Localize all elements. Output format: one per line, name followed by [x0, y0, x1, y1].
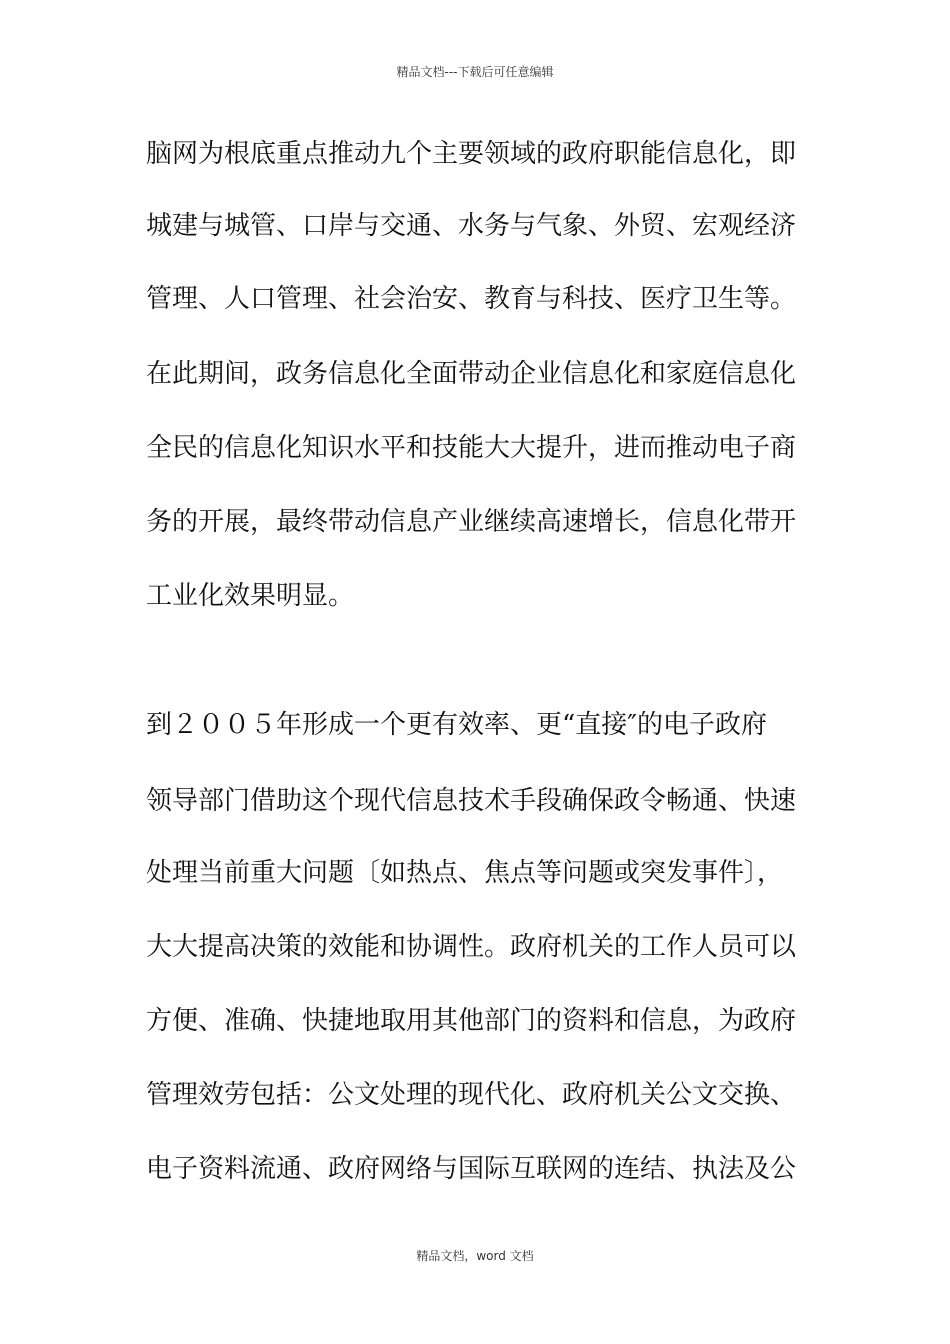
text-line: 管理效劳包括：公文处理的现代化、政府机关公文交换、	[146, 1080, 797, 1110]
text-line: 处理当前重大问题〔如热点、焦点等问题或突发事件〕，	[146, 858, 784, 888]
text-line: 电子资料流通、政府网络与国际互联网的连结、执法及公	[146, 1154, 797, 1184]
page-footer: 精品文档，word 文档	[416, 1249, 534, 1263]
page-header: 精品文档---下载后可任意编辑	[396, 65, 554, 79]
text-line: 工业化效果明显。	[146, 581, 355, 611]
text-line: 务的开展，最终带动信息产业继续高速增长，信息化带开	[146, 507, 797, 537]
text-line: 大大提高决策的效能和协调性。政府机关的工作人员可以	[146, 932, 797, 962]
text-line: 在此期间，政务信息化全面带动企业信息化和家庭信息化	[146, 359, 797, 389]
text-line: 管理、人口管理、社会治安、教育与科技、医疗卫生等。	[146, 284, 797, 314]
text-line: 到２００５年形成一个更有效率、更“直接″的电子政府	[146, 710, 768, 740]
text-line: 领导部门借助这个现代信息技术手段确保政令畅通、快速	[146, 786, 797, 816]
text-line: 全民的信息化知识水平和技能大大提升，进而推动电子商	[146, 433, 797, 463]
text-line: 城建与城管、口岸与交通、水务与气象、外贸、宏观经济	[146, 211, 797, 241]
text-line: 方便、准确、快捷地取用其他部门的资料和信息，为政府	[146, 1006, 797, 1036]
text-line: 脑网为根底重点推动九个主要领域的政府职能信息化，即	[146, 139, 797, 169]
